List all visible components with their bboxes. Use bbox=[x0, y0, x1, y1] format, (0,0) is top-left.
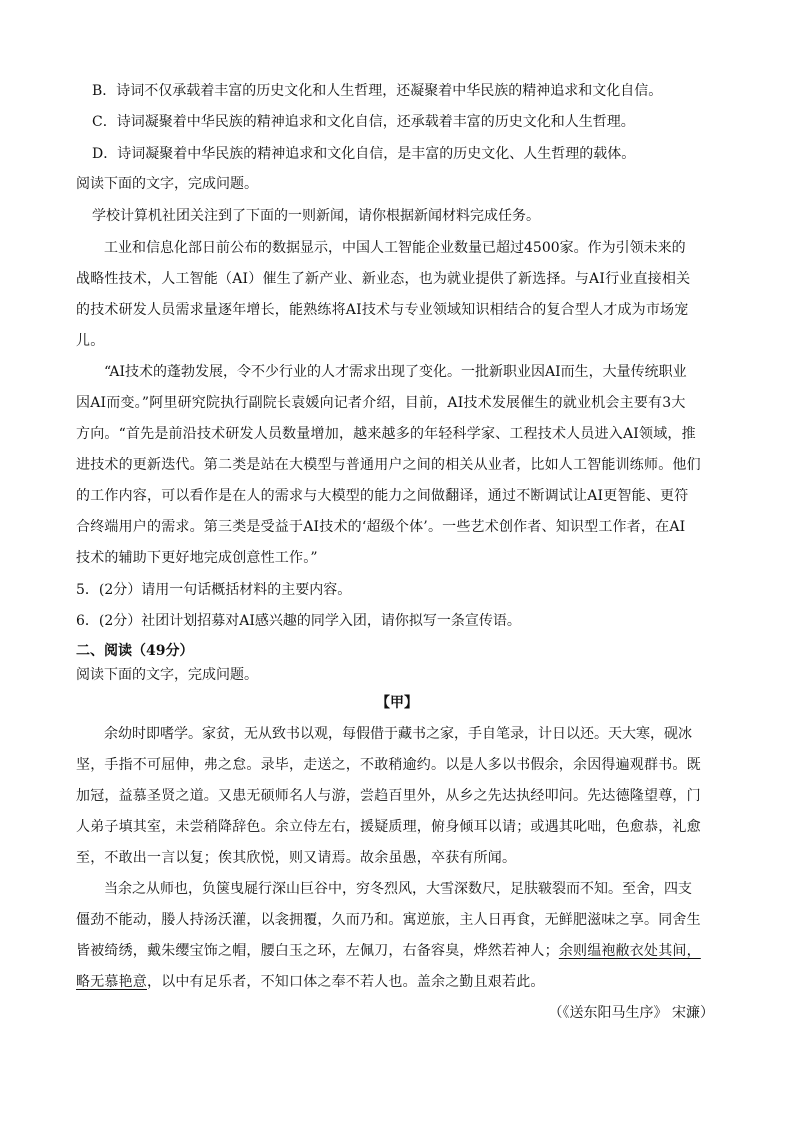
question-6: 6．(2分）社团计划招募对AI感兴趣的同学入团，请你拟写一条宣传语。 bbox=[76, 613, 521, 629]
reading-instruction: 阅读下面的文字，完成问题。 bbox=[76, 176, 258, 192]
underlined-phrase: 余则缊袍敝衣处其间， bbox=[558, 943, 701, 959]
news-line: “AI技术的蓬勃发展，令不少行业的人才需求出现了变化。一批新职业因AI而生，大量传统职业 bbox=[104, 364, 687, 380]
passage-label: 【甲】 bbox=[376, 695, 418, 711]
question-5: 5．(2分）请用一句话概括材料的主要内容。 bbox=[76, 582, 352, 598]
news-line: 工业和信息化部日前公布的数据显示，中国人工智能企业数量已超过4500家。作为引领未来的 bbox=[104, 240, 686, 256]
news-line: 技术的辅助下更好地完成创意性工作。” bbox=[76, 550, 318, 566]
passage-line bbox=[76, 972, 716, 992]
passage-line: 至，不敢出一言以复；俟其欣悦，则又请焉。故余虽愚，卒获有所闻。 bbox=[76, 850, 517, 866]
passage-text: 皆被绮绣，戴朱缨宝饰之帽，腰白玉之环，左佩刀，右备容臭，烨然若神人； bbox=[76, 943, 559, 959]
passage-source: （《送东阳马生序》 宋濂） bbox=[548, 1005, 714, 1021]
passage-line: 坚，手指不可屈伸，弗之怠。录毕，走送之，不敢稍逾约。以是人多以书假余，余因得遍观群书。既 bbox=[76, 757, 701, 773]
news-line: 的技术研发人员需求量逐年增长，能熟练将AI技术与专业领域知识相结合的复合型人才成为市场宠 bbox=[76, 302, 689, 318]
reading-instruction: 阅读下面的文字，完成问题。 bbox=[76, 667, 258, 683]
passage-line: 加冠，益慕圣贤之道。又患无硕师名人与游，尝趋百里外，从乡之先达执经叩问。先达德隆望尊，门 bbox=[76, 788, 701, 804]
passage-line: 当余之从师也，负箧曳屣行深山巨谷中，穷冬烈风，大雪深数尺，足肤皲裂而不知。至舍，四支 bbox=[104, 881, 692, 897]
news-line: 进技术的更新迭代。第二类是站在大模型与普通用户之间的相关从业者，比如人工智能训练师。他们 bbox=[76, 457, 701, 473]
option-d: D．诗词凝聚着中华民族的精神追求和文化自信，是丰富的历史文化、人生哲理的载体。 bbox=[92, 146, 636, 162]
news-line: 儿。 bbox=[76, 333, 105, 349]
news-line: 合终端用户的需求。第三类是受益于AI技术的‘超级个体’。一些艺术创作者、知识型工作者，在AI bbox=[76, 519, 686, 535]
passage-line: 僵劲不能动，媵人持汤沃灌，以衾拥覆，久而乃和。寓逆旅，主人日再食，无鲜肥滋味之享。同舍生 bbox=[76, 912, 701, 928]
news-line: 方向。“首先是前沿技术研发人员数量增加，越来越多的年轻科学家、工程技术人员进入AI领域，推 bbox=[76, 426, 696, 442]
club-intro: 学校计算机社团关注到了下面的一则新闻，请你根据新闻材料完成任务。 bbox=[92, 208, 540, 224]
underlined-phrase: 略无慕艳意 bbox=[76, 974, 147, 990]
passage-line: 余幼时即嗜学。家贫，无从致书以观，每假借于藏书之家，手自笔录，计日以还。天大寒，砚冰 bbox=[104, 726, 692, 742]
passage-line: 人弟子填其室，未尝稍降辞色。余立侍左右，援疑质理，俯身倾耳以请；或遇其叱咄，色愈恭，礼愈 bbox=[76, 819, 701, 835]
section-title: 二、阅读（49分） bbox=[76, 643, 194, 659]
passage-text: ，以中有足乐者，不知口体之奉不若人也。盖余之勤且艰若此。 bbox=[147, 974, 545, 990]
option-b: B．诗词不仅承载着丰富的历史文化和人生哲理，还凝聚着中华民族的精神追求和文化自信。 bbox=[92, 83, 663, 99]
passage-line bbox=[76, 941, 716, 961]
news-line: 的工作内容，可以看作是在人的需求与大模型的能力之间做翻译，通过不断调试让AI更智能、更符 bbox=[76, 488, 689, 504]
option-c: C．诗词凝聚着中华民族的精神追求和文化自信，还承载着丰富的历史文化和人生哲理。 bbox=[92, 114, 635, 130]
news-line: 战略性技术，人工智能（AI）催生了新产业、新业态，也为就业提供了新选择。与AI行业直接相关 bbox=[76, 271, 691, 287]
news-line: 因AI而变。”阿里研究院执行副院长袁媛向记者介绍，目前，AI技术发展催生的就业机会主要有3大 bbox=[76, 395, 686, 411]
